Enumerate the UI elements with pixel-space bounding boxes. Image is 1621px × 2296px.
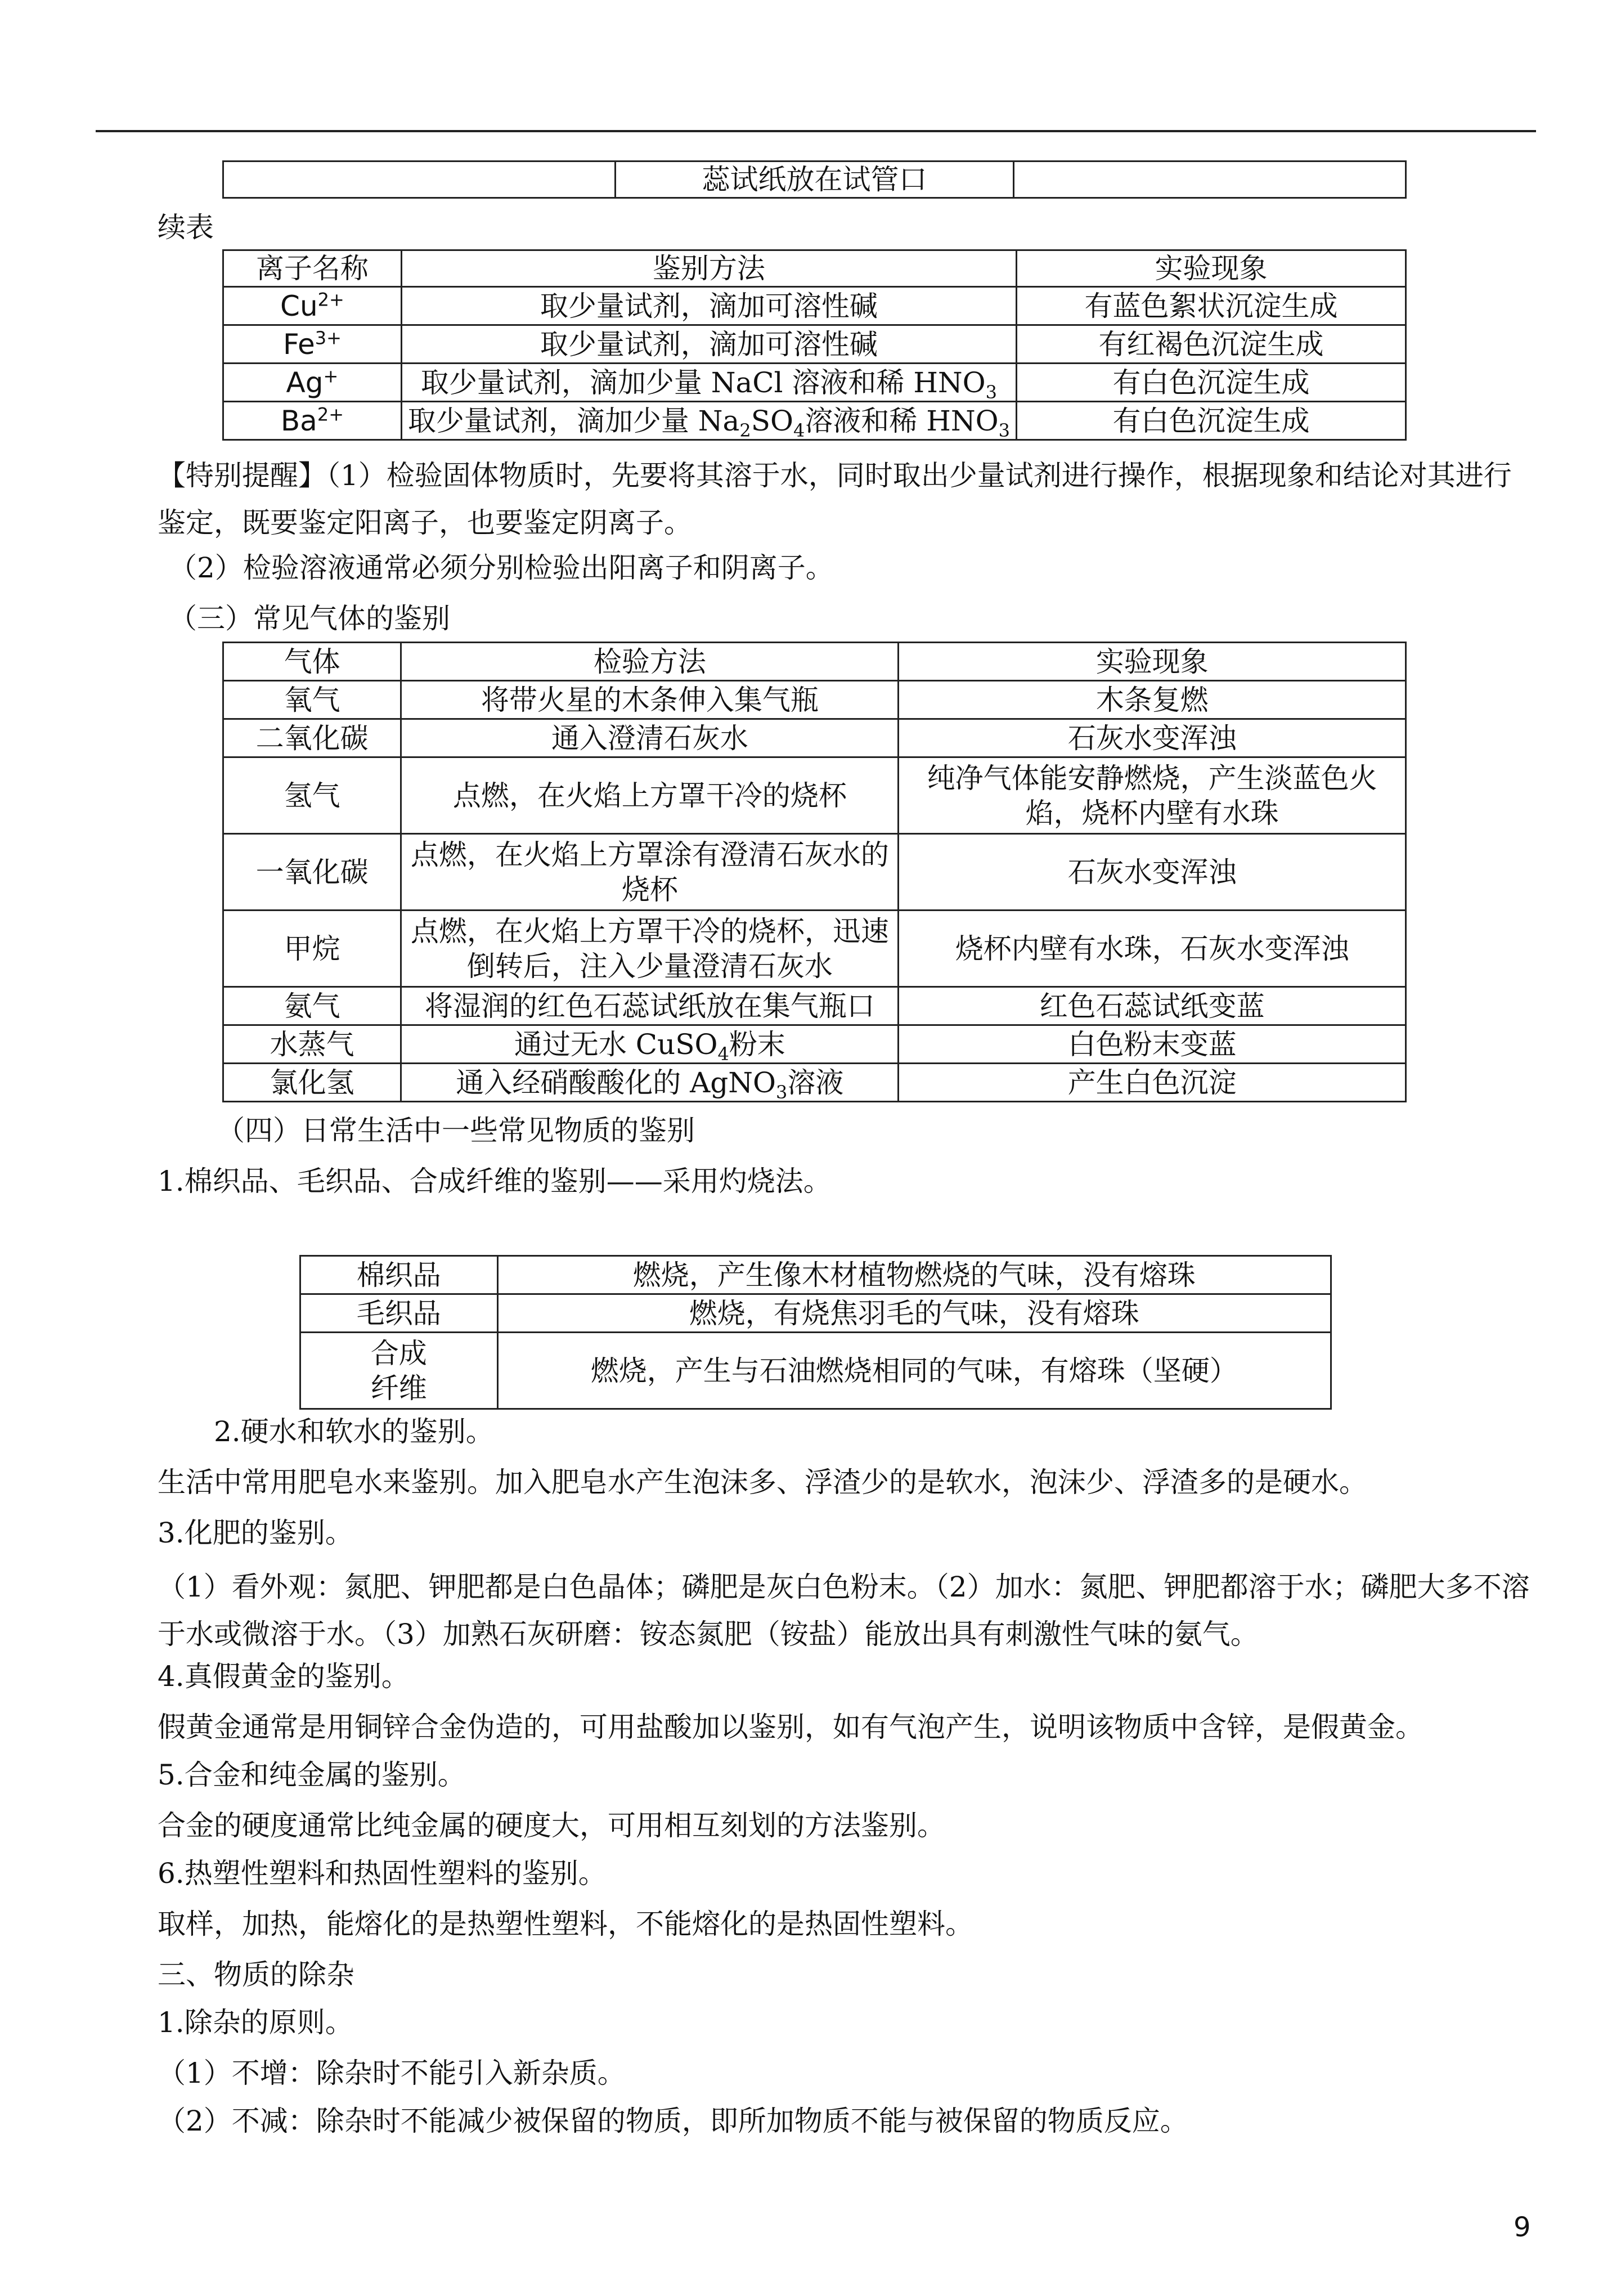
method-cell: 通过无水 CuSO$_4$粉末: [401, 1025, 899, 1064]
item4-text: 假黄金通常是用铜锌合金伪造的，可用盐酸加以鉴别，如有气泡产生，说明该物质中含锌，是假黄金。: [158, 1711, 1424, 1743]
table-row: [223, 681, 1406, 719]
item1-title: 1.棉织品、毛织品、合成纤维的鉴别——采用灼烧法。: [158, 1165, 832, 1198]
result-cell: 木条复燃: [899, 681, 1406, 719]
table-row: [223, 1064, 1406, 1102]
method-cell: 通入经硝酸酸化的 AgNO$_3$溶液: [401, 1064, 899, 1102]
method-cell: 将带火星的木条伸入集气瓶: [401, 681, 899, 719]
table-header-row: [223, 250, 1406, 287]
fiber-name-cell: 毛织品: [300, 1294, 498, 1333]
table-row: [223, 364, 1406, 402]
item4-title: 4.真假黄金的鉴别。: [158, 1660, 410, 1693]
gas-name-cell: 二氧化碳: [223, 719, 401, 757]
method-cell: 将湿润的红色石蕊试纸放在集气瓶口: [401, 987, 899, 1025]
gas-name-cell: 氯化氢: [223, 1064, 401, 1102]
method-cell: 取少量试剂，滴加可溶性碱: [401, 325, 1016, 364]
continued-label: 续表: [158, 211, 214, 244]
result-cell: 产生白色沉淀: [899, 1064, 1406, 1102]
item2-title: 2.硬水和软水的鉴别。: [214, 1415, 494, 1448]
ion-cell: $Cu^{2+}$: [223, 287, 402, 325]
gas-name-cell: 水蒸气: [223, 1025, 401, 1064]
item3-text: （1）看外观：氮肥、钾肥都是白色晶体；磷肥是灰白色粉末。（2）加水：氮肥、钾肥都溶于水；磷肥大多不溶于水或微溶于水。（3）加熟石灰研磨：铵态氮肥（铵盐）能放出具有刺激性气味的氨气。: [158, 1571, 1530, 1651]
table-header: 检验方法: [401, 643, 899, 681]
table-header: 实验现象: [899, 643, 1406, 681]
section3-title: 三、物质的除杂: [158, 1958, 354, 1991]
fiber-name-cell: 棉织品: [300, 1256, 498, 1294]
principle-1: （1）不增：除杂时不能引入新杂质。: [158, 2057, 626, 2089]
page-number: 9: [1514, 2212, 1531, 2243]
method-cell: 点燃，在火焰上方罩干冷的烧杯，迅速倒转后，注入少量澄清石灰水: [401, 911, 899, 987]
table-row: [223, 325, 1406, 364]
table-header: 气体: [223, 643, 401, 681]
reminder-p2: （2）检验溶液通常必须分别检验出阳离子和阴离子。: [169, 551, 834, 584]
gas-section-title: （三）常见气体的鉴别: [169, 602, 450, 635]
result-cell: 红色石蕊试纸变蓝: [899, 987, 1406, 1025]
table-cell: 蕊试纸放在试管口: [616, 162, 1014, 198]
method-cell: 取少量试剂，滴加可溶性碱: [401, 287, 1016, 325]
ion-table: [222, 249, 1407, 441]
table-row: [223, 911, 1406, 987]
daily-section-title: （四）日常生活中一些常见物质的鉴别: [217, 1114, 695, 1147]
result-cell: 石灰水变浑浊: [899, 719, 1406, 757]
table-row: [300, 1333, 1331, 1409]
method-cell: 取少量试剂，滴加少量 NaCl 溶液和稀 $HNO_3$: [401, 364, 1016, 402]
result-cell: 有蓝色絮状沉淀生成: [1016, 287, 1406, 325]
result-cell: 燃烧，有烧焦羽毛的气味，没有熔珠: [497, 1294, 1331, 1333]
table-cell: [1013, 162, 1406, 198]
item6-text: 取样，加热，能熔化的是热塑性塑料，不能熔化的是热固性塑料。: [158, 1908, 973, 1940]
principle-title: 1.除杂的原则。: [158, 2006, 353, 2039]
ion-cell: Ag+: [223, 364, 402, 402]
result-cell: 有白色沉淀生成: [1016, 364, 1406, 402]
item5-text: 合金的硬度通常比纯金属的硬度大，可用相互刻划的方法鉴别。: [158, 1809, 945, 1842]
ion-cell: $Fe^{3+}$: [223, 325, 402, 364]
table-header: 离子名称: [223, 250, 402, 287]
method-cell: 通入澄清石灰水: [401, 719, 899, 757]
reminder-p1: （1）检验固体物质时，先要将其溶于水，同时取出少量试剂进行操作，根据现象和结论对其进行鉴定，既要鉴定阳离子，也要鉴定阴离子。: [158, 459, 1512, 539]
result-cell: 石灰水变浑浊: [899, 834, 1406, 911]
table-row: [223, 402, 1406, 440]
result-cell: 有白色沉淀生成: [1016, 402, 1406, 440]
table-row: [223, 834, 1406, 911]
table-header: 鉴别方法: [401, 250, 1016, 287]
item2-text: 生活中常用肥皂水来鉴别。加入肥皂水产生泡沫多、浮渣少的是软水，泡沫少、浮渣多的是硬水。: [158, 1466, 1367, 1499]
gas-name-cell: 氢气: [223, 757, 401, 834]
top-table-fragment: [222, 160, 1407, 199]
result-cell: 白色粉末变蓝: [899, 1025, 1406, 1064]
table-row: [223, 287, 1406, 325]
ion-cell: $Ba^{2+}$: [223, 402, 402, 440]
result-cell: 燃烧，产生与石油燃烧相同的气味，有熔珠（坚硬）: [497, 1333, 1331, 1409]
table-header-row: [223, 643, 1406, 681]
fiber-name-cell: 合成 纤维: [300, 1333, 498, 1409]
table-row: [223, 1025, 1406, 1064]
table-row: [300, 1294, 1331, 1333]
principle-2: （2）不减：除杂时不能减少被保留的物质，即所加物质不能与被保留的物质反应。: [158, 2105, 1188, 2137]
table-row: [223, 757, 1406, 834]
header-rule: [96, 130, 1536, 132]
fiber-table: [299, 1255, 1332, 1410]
special-reminder: [158, 452, 1536, 546]
gas-name-cell: 氧气: [223, 681, 401, 719]
result-cell: 烧杯内壁有水珠，石灰水变浑浊: [899, 911, 1406, 987]
method-cell: 点燃，在火焰上方罩干冷的烧杯: [401, 757, 899, 834]
method-cell: 取少量试剂，滴加少量 $Na_2SO_4$溶液和稀 $HNO_3$: [401, 402, 1016, 440]
gas-name-cell: 甲烷: [223, 911, 401, 987]
result-cell: 纯净气体能安静燃烧，产生淡蓝色火焰，烧杯内壁有水珠: [899, 757, 1406, 834]
table-header: 实验现象: [1016, 250, 1406, 287]
table-row: [223, 162, 1406, 198]
result-cell: 燃烧，产生像木材植物燃烧的气味，没有熔珠: [497, 1256, 1331, 1294]
result-cell: 有红褐色沉淀生成: [1016, 325, 1406, 364]
item5-title: 5.合金和纯金属的鉴别。: [158, 1759, 466, 1791]
gas-name-cell: 氨气: [223, 987, 401, 1025]
table-row: [300, 1256, 1331, 1294]
table-row: [223, 719, 1406, 757]
reminder-label: 【特别提醒】: [158, 459, 326, 492]
item6-title: 6.热塑性塑料和热固性塑料的鉴别。: [158, 1857, 607, 1890]
table-row: [223, 987, 1406, 1025]
item3-title: 3.化肥的鉴别。: [158, 1517, 353, 1549]
method-cell: 点燃，在火焰上方罩涂有澄清石灰水的烧杯: [401, 834, 899, 911]
gas-table: [222, 642, 1407, 1102]
table-cell: [223, 162, 616, 198]
gas-name-cell: 一氧化碳: [223, 834, 401, 911]
